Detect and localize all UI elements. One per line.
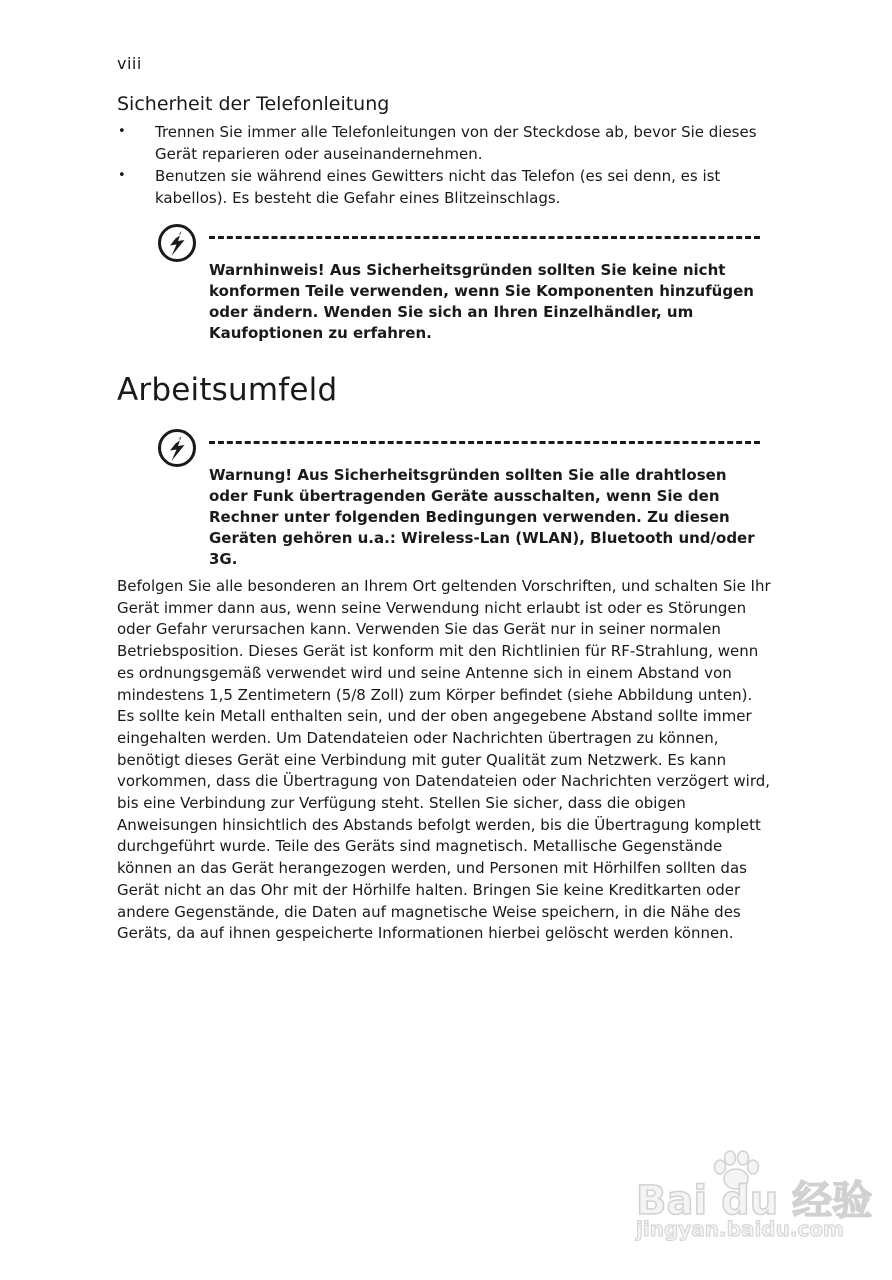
bullet-symbol: •	[118, 124, 126, 139]
section-heading-work-environment: Arbeitsumfeld	[117, 372, 338, 408]
warning-text: Warnung! Aus Sicherheitsgründen sollten Sie alle drahtlosen oder Funk übertragenden Geräte ausschalten, wenn Sie den Rechner unter folgenden Bedingungen verwenden. Zu diesen Geräten gehören u.a.: Wireless-Lan (WLAN), Bluetooth und/oder 3G.	[209, 466, 755, 568]
page-number: viii	[117, 54, 142, 73]
bullet-list	[117, 121, 757, 209]
warning-text: Warnhinweis! Aus Sicherheitsgründen sollten Sie keine nicht konformen Teile verwenden, wenn Sie Komponenten hinzufügen oder ändern. Wenden Sie sich an Ihren Einzelhändler, um Kaufoptionen zu erfahren.	[209, 261, 754, 342]
dashed-divider	[209, 236, 760, 239]
bullet-symbol: •	[118, 168, 126, 183]
body-paragraph: Befolgen Sie alle besonderen an Ihrem Ort geltenden Vorschriften, und schalten Sie Ihr Gerät immer dann aus, wenn seine Verwendung nicht erlaubt ist oder es Störungen oder Gefahr verursachen kann. Verwenden Sie das Gerät nur in seiner normalen Betriebsposition. Dieses Gerät ist konform mit den Richtlinien für RF-Strahlung, wenn es ordnungsgemäß verwendet wird und seine Antenne sich in einem Abstand von mindestens 1,5 Zentimetern (5/8 Zoll) zum Körper befindet (siehe Abbildung unten). Es sollte kein Metall enthalten sein, und der oben angegebene Abstand sollte immer eingehalten werden. Um Datendateien oder Nachrichten übertragen zu können, benötigt dieses Gerät eine Verbindung mit guter Qualität zum Netzwerk. Es kann vorkommen, dass die Übertragung von Datendateien oder Nachrichten verzögert wird, bis eine Verbindung zur Verfügung steht. Stellen Sie sicher, dass die obigen Anweisungen hinsichtlich des Abstands befolgt werden, bis die Übertragung komplett durchgeführt wurde. Teile des Geräts sind magnetisch. Metallische Gegenstände können an das Gerät herangezogen werden, und Personen mit Hörhilfen sollten das Gerät nicht an das Ohr mit der Hörhilfe halten. Bringen Sie keine Kreditkarten oder andere Gegenstände, die Daten auf magnetische Weise speichern, in die Nähe des Geräts, da auf ihnen gespeicherte Informationen hierbei gelöscht werden können.	[117, 577, 771, 943]
list-item	[117, 165, 757, 209]
lightning-warning-icon	[157, 223, 197, 263]
warning-callout	[157, 428, 760, 568]
watermark-url: jingyan.baidu.com	[636, 1217, 844, 1241]
watermark	[632, 1145, 873, 1245]
watermark-brand: Bai du 经验	[636, 1178, 873, 1224]
warning-callout	[157, 223, 760, 348]
list-item	[117, 121, 757, 165]
section-heading-phone-safety: Sicherheit der Telefonleitung	[117, 93, 390, 115]
dashed-divider	[209, 441, 760, 444]
lightning-warning-icon	[157, 428, 197, 468]
bullet-text: Benutzen sie während eines Gewitters nicht das Telefon (es sei denn, es ist kabellos). Es besteht die Gefahr eines Blitzeinschlags.	[155, 167, 721, 207]
bullet-text: Trennen Sie immer alle Telefonleitungen von der Steckdose ab, bevor Sie dieses Gerät reparieren oder auseinandernehmen.	[155, 123, 757, 163]
